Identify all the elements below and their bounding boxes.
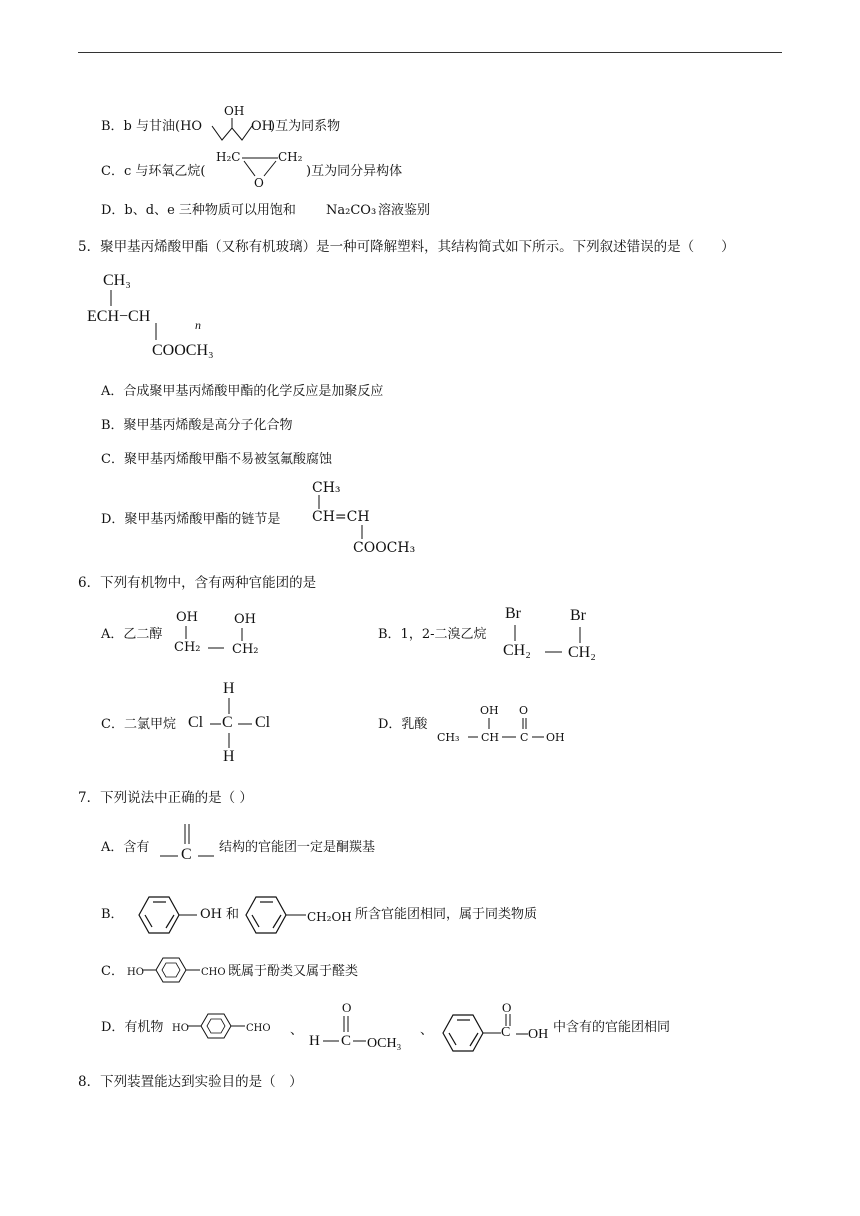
q5-stem: 5．聚甲基丙烯酸甲酯（又称有机玻璃）是一种可降解塑料，其结构简式如下所示。下列叙述错误的是（ ） bbox=[78, 239, 735, 255]
q6-d-oh-right: OH bbox=[546, 731, 565, 744]
q6-a-oh2: OH bbox=[234, 612, 256, 627]
q6-option-c-label: C．二氯甲烷 bbox=[101, 717, 176, 732]
q7-b-ch2oh: CH₂OH bbox=[307, 910, 352, 924]
glycerol-oh-top: OH bbox=[224, 104, 245, 118]
q4-option-b-tail: )互为同系物 bbox=[270, 119, 341, 134]
q7-d-formate-och3: OCH₃ bbox=[367, 1036, 402, 1051]
epoxide-h2c: H₂C bbox=[216, 150, 241, 164]
q5-option-c: C．聚甲基丙烯酸甲酯不易被氢氟酸腐蚀 bbox=[101, 452, 332, 467]
q5-option-d: D．聚甲基丙烯酸甲酯的链节是 bbox=[101, 512, 281, 527]
q6-d-oh-top: OH bbox=[480, 704, 499, 717]
q4-option-c-tail: )互为同分异构体 bbox=[306, 164, 403, 179]
q5-struct-ch3: CH₃ bbox=[103, 272, 131, 289]
q7-option-d-tail: 中含有的官能团相同 bbox=[553, 1020, 671, 1035]
q4-option-d-text: D．b、d、e 三种物质可以用饱和 bbox=[101, 203, 296, 218]
q5-option-b: B．聚甲基丙烯酸是高分子化合物 bbox=[101, 418, 293, 433]
benzene-ring-benzoic-acid bbox=[437, 1010, 505, 1056]
epoxide-ring bbox=[240, 156, 280, 180]
q6-b-br1: Br bbox=[505, 605, 521, 622]
q7-option-c-label: C． bbox=[101, 964, 124, 979]
q4-option-c-text: C．c 与环氧乙烷( bbox=[101, 164, 206, 179]
q7-d-acid-oh: OH bbox=[528, 1027, 549, 1042]
q7-c-cho: CHO bbox=[201, 967, 226, 978]
q5-d-ch3: CH₃ bbox=[312, 480, 341, 496]
q6-c-cl-left: Cl bbox=[188, 714, 204, 731]
q4-option-d-reagent: Na₂CO₃ bbox=[326, 203, 377, 218]
glycerol-oh-right: OH bbox=[251, 119, 273, 134]
q7-d-cho: CHO bbox=[246, 1023, 271, 1034]
q7-b-and: 和 bbox=[226, 907, 240, 922]
q7-c-ho: HO bbox=[127, 967, 144, 978]
q5-d-chain: CH=CH bbox=[312, 509, 370, 525]
q5-struct-bonds bbox=[80, 280, 200, 350]
q6-c-h-top: H bbox=[223, 680, 235, 697]
q7-option-c-tail: 既属于酚类又属于醛类 bbox=[228, 964, 359, 979]
q6-d-ch: CH bbox=[481, 731, 500, 744]
q6-a-c2: CH₂ bbox=[232, 642, 259, 657]
q6-c-h-bottom: H bbox=[223, 748, 235, 765]
q6-c-c: C bbox=[222, 714, 233, 731]
q7-d-sep1: 、 bbox=[290, 1023, 304, 1038]
header-rule bbox=[78, 52, 782, 53]
q7-b-oh: OH bbox=[200, 907, 222, 922]
q6-b-bonds bbox=[500, 624, 610, 654]
q6-b-br2: Br bbox=[570, 607, 586, 624]
q4-option-b-text: B．b 与甘油(HO bbox=[101, 119, 203, 134]
q6-d-ch3: CH₃ bbox=[437, 731, 460, 744]
q7-option-d-label: D．有机物 bbox=[101, 1020, 164, 1035]
q6-option-d-label: D．乳酸 bbox=[378, 717, 428, 732]
q7-d-formate-h: H bbox=[309, 1033, 320, 1049]
q6-a-c1: CH₂ bbox=[174, 640, 201, 655]
q7-d-acid-c: C bbox=[501, 1025, 511, 1040]
q8-stem: 8．下列装置能达到实验目的是（ ） bbox=[78, 1074, 303, 1090]
q6-c-bonds bbox=[205, 698, 265, 750]
glycerol-skeleton bbox=[210, 118, 255, 148]
q7-d-acid-o: O bbox=[502, 1000, 512, 1015]
q7-d-formate-c: C bbox=[341, 1033, 352, 1049]
q7-d-acid-bonds bbox=[500, 1012, 540, 1038]
q7-a-bonds bbox=[160, 822, 220, 862]
q6-b-c2: CH₂ bbox=[568, 644, 596, 661]
q6-option-b-label: B．1，2-二溴乙烷 bbox=[378, 627, 487, 642]
q5-struct-cooch3: COOCH₃ bbox=[152, 342, 214, 359]
q6-c-cl-right: Cl bbox=[255, 714, 271, 731]
q5-struct-n: n bbox=[195, 318, 201, 332]
q6-a-bonds bbox=[170, 624, 240, 654]
q6-option-a-label: A．乙二醇 bbox=[101, 627, 163, 642]
q7-d-formate-o: O bbox=[342, 1000, 352, 1015]
q5-option-a: A．合成聚甲基丙烯酸甲酯的化学反应是加聚反应 bbox=[101, 384, 384, 399]
q7-option-a-tail: 结构的官能团一定是酮羰基 bbox=[219, 840, 376, 855]
q5-struct-chain: ECH−CH bbox=[87, 308, 151, 325]
benzene-ring-benzyl-alcohol bbox=[234, 892, 314, 938]
q7-option-b-tail: 所含官能团相同，属于同类物质 bbox=[355, 907, 538, 922]
q5-d-cooch3: COOCH₃ bbox=[353, 540, 416, 556]
q7-d-sep2: 、 bbox=[420, 1023, 434, 1038]
q7-stem: 7．下列说法中正确的是（ ） bbox=[78, 790, 253, 806]
q7-d-ho: HO bbox=[172, 1023, 189, 1034]
epoxide-ch2: CH₂ bbox=[278, 150, 303, 164]
q6-d-c: C bbox=[520, 731, 529, 744]
q5-d-bonds bbox=[310, 495, 370, 545]
q6-d-bonds bbox=[460, 716, 550, 740]
q7-a-c: C bbox=[181, 846, 192, 863]
q6-d-o-top: O bbox=[519, 704, 529, 717]
q6-stem: 6．下列有机物中，含有两种官能团的是 bbox=[78, 575, 317, 591]
epoxide-o: O bbox=[254, 176, 264, 190]
q4-option-d-tail: 溶液鉴别 bbox=[378, 203, 431, 218]
q7-option-b-label: B． bbox=[101, 907, 124, 922]
benzene-ring-phenol bbox=[127, 892, 199, 938]
q6-a-oh1: OH bbox=[176, 610, 198, 625]
q6-b-c1: CH₂ bbox=[503, 642, 531, 659]
q7-d-formate-bonds bbox=[318, 1014, 378, 1044]
q7-option-a-label: A．含有 bbox=[101, 840, 150, 855]
